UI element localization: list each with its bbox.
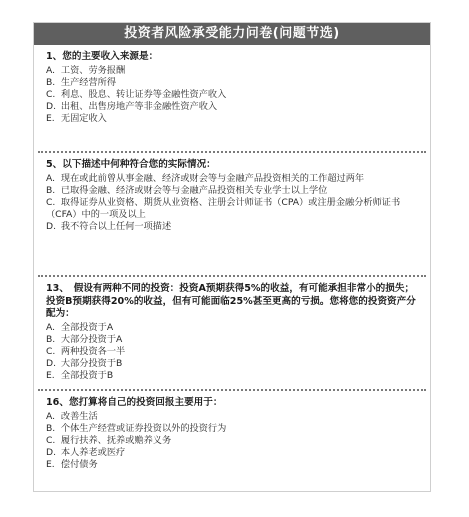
option-c[interactable] [46,435,420,447]
option-label: 履行扶养、抚养或赡养义务 [60,434,172,446]
option-label: 出租、出售房地产等非金融性资产收入 [60,101,218,113]
option-list [46,322,420,383]
option-b[interactable] [46,77,420,89]
option-letter: E. [46,370,55,382]
option-list [46,411,420,472]
option-letter: A. [46,64,56,76]
option-a[interactable] [46,173,420,185]
option-letter: A. [46,410,56,422]
option-letter: B. [46,333,56,345]
option-e[interactable] [46,459,420,471]
option-b[interactable] [46,334,420,346]
option-label: 现在或此前曾从事金融、经济或财会等与金融产品投资相关的工作超过两年 [60,172,365,184]
option-label: 利息、股息、转让证券等金融性资产收入 [60,88,227,100]
option-a[interactable] [46,411,420,423]
option-list [46,65,420,126]
option-letter: B. [46,76,56,88]
option-label: 两种投资各一半 [60,345,126,357]
option-e[interactable] [46,113,420,125]
option-letter: A. [46,321,56,333]
questionnaire-title: 投资者风险承受能力问卷(问题节选) [34,23,430,45]
option-label: 大部分投资于A [60,333,123,345]
question-13 [34,277,430,389]
question-5 [34,153,430,275]
option-letter: B. [46,422,56,434]
option-letter: D. [46,358,56,370]
option-e[interactable] [46,370,420,382]
question-16 [34,391,430,491]
option-letter: E. [46,459,55,471]
option-label: 本人养老或医疗 [60,447,126,459]
option-label: 个体生产经营或证券投资以外的投资行为 [60,422,227,434]
option-a[interactable] [46,65,420,77]
questionnaire-card [33,22,431,492]
question-text: 1、您的主要收入来源是： [46,51,159,62]
question-text: 16、您打算将自己的投资回报主要用于： [46,397,223,408]
option-label: 生产经营所得 [60,76,117,88]
option-letter: C. [46,196,56,208]
option-c[interactable] [46,89,420,101]
question-text: 13、 假设有两种不同的投资：投资A预期获得5%的收益，有可能承担非常小的损失；投资B预期获得20%的收益，但有可能面临25%甚至更高的亏损。您将您的投资资产分配为： [46,283,416,319]
option-a[interactable] [46,322,420,334]
option-label: 大部分投资于B [60,358,123,370]
option-b[interactable] [46,423,420,435]
option-d[interactable] [46,101,420,113]
option-letter: D. [46,447,56,459]
option-letter: C. [46,434,56,446]
option-letter: E. [46,113,55,125]
option-label: 全部投资于A [60,321,114,333]
option-list [46,173,420,234]
option-d[interactable] [46,447,420,459]
option-label: 无固定收入 [60,113,107,125]
option-label: 已取得金融、经济或财会等与金融产品投资相关专业学士以上学位 [60,184,328,196]
option-c[interactable] [46,197,420,221]
question-1 [34,45,430,151]
option-label: 我不符合以上任何一项描述 [60,221,172,233]
question-text: 5、以下描述中何种符合您的实际情况： [46,159,216,170]
option-d[interactable] [46,221,420,233]
option-c[interactable] [46,346,420,358]
option-letter: D. [46,221,56,233]
option-label: 改善生活 [60,410,98,422]
option-letter: A. [46,172,56,184]
option-label: 取得证券从业资格、期货从业资格、注册会计师证书（CPA）或注册金融分析师证书（CFA）中的一项及以上 [46,196,401,221]
option-letter: C. [46,88,56,100]
option-letter: B. [46,184,56,196]
option-b[interactable] [46,185,420,197]
option-letter: D. [46,101,56,113]
option-label: 全部投资于B [60,370,114,382]
option-d[interactable] [46,358,420,370]
option-label: 工资、劳务报酬 [60,64,126,76]
option-label: 偿付债务 [60,459,98,471]
option-letter: C. [46,345,56,357]
